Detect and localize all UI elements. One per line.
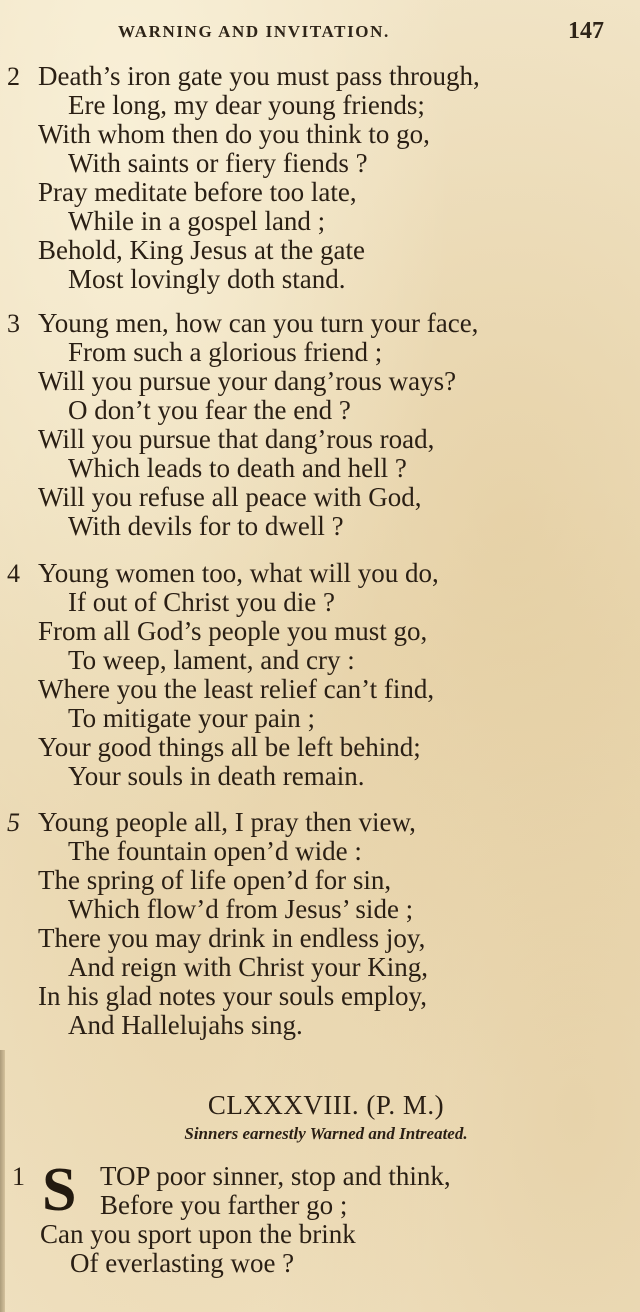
verse-line: Your good things all be left behind;	[38, 732, 421, 762]
verse-number: 4	[7, 559, 20, 588]
verse-number: 1	[12, 1162, 25, 1191]
verse-number: 3	[7, 309, 20, 338]
verse-line: Pray meditate before too late,	[38, 177, 357, 207]
verse-line: The spring of life open’d for sin,	[38, 865, 392, 895]
verse-line: And reign with Christ your King,	[68, 952, 428, 982]
verse-line: Where you the least relief can’t find,	[38, 674, 435, 704]
verse-line: TOP poor sinner, stop and think,	[100, 1161, 451, 1191]
verse-line: The fountain open’d wide :	[68, 836, 362, 866]
verse-line: With whom then do you think to go,	[38, 119, 430, 149]
hymn-subtitle: Sinners earnestly Warned and Intreated.	[184, 1124, 468, 1143]
running-head	[0, 18, 640, 48]
verse-number: 5	[7, 808, 20, 837]
verse-line: With saints or fiery fiends ?	[68, 148, 368, 178]
verse-line: Young men, how can you turn your face,	[38, 308, 479, 338]
verse-number: 2	[7, 62, 20, 91]
page-number: 147	[568, 18, 604, 44]
drop-cap: S	[42, 1156, 77, 1224]
verse-line: In his glad notes your souls employ,	[38, 981, 427, 1011]
verse-line: Will you pursue your dang’rous ways?	[38, 366, 457, 396]
verse-line: Behold, King Jesus at the gate	[38, 235, 365, 265]
verse-line: While in a gospel land ;	[68, 206, 326, 236]
verse-line: Ere long, my dear young friends;	[68, 90, 425, 120]
verse-line: And Hallelujahs sing.	[68, 1010, 303, 1040]
verse-line: To weep, lament, and cry :	[68, 645, 355, 675]
running-title: WARNING AND INVITATION.	[118, 22, 390, 41]
verse-line: Which flow’d from Jesus’ side ;	[68, 894, 414, 924]
verse-line: Young people all, I pray then view,	[38, 807, 416, 837]
verse-line: From all God’s people you must go,	[38, 616, 428, 646]
verse-line: Your souls in death remain.	[68, 761, 365, 791]
verse-line: O don’t you fear the end ?	[68, 395, 351, 425]
verse-line: With devils for to dwell ?	[68, 511, 344, 541]
verse-line: Will you refuse all peace with God,	[38, 482, 422, 512]
verse-line: Young women too, what will you do,	[38, 558, 439, 588]
verse-line: From such a glorious friend ;	[68, 337, 383, 367]
verse-line: Can you sport upon the brink	[40, 1219, 356, 1249]
verse-line: Will you pursue that dang’rous road,	[38, 424, 435, 454]
verse-line: Death’s iron gate you must pass through,	[38, 61, 480, 91]
verse-line: There you may drink in endless joy,	[38, 923, 426, 953]
verse-line: Before you farther go ;	[100, 1190, 348, 1220]
hymn-title: CLXXXVIII. (P. M.)	[207, 1090, 445, 1120]
verse-line: Which leads to death and hell ?	[68, 453, 407, 483]
verse-line: To mitigate your pain ;	[68, 703, 316, 733]
verse-line: Most lovingly doth stand.	[68, 264, 346, 294]
verse-line: If out of Christ you die ?	[68, 587, 335, 617]
verse-line: Of everlasting woe ?	[70, 1248, 295, 1278]
